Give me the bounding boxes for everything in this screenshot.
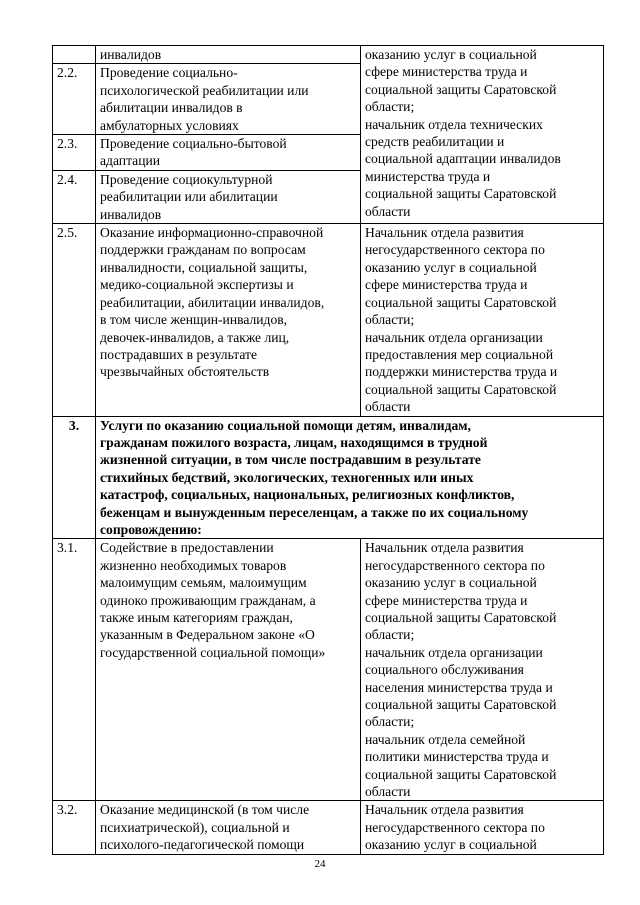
cell-line: Услуги по оказанию социальной помощи детям, инвалидам,	[100, 417, 471, 433]
cell-line: также иным категориям граждан,	[100, 610, 293, 625]
row-number: 2.2.	[53, 64, 96, 135]
row-number: 3.1.	[53, 539, 96, 801]
cell-line: социальной адаптации инвалидов	[365, 151, 561, 167]
cell-line: Проведение социально-бытовой	[100, 136, 287, 152]
table-row	[53, 46, 604, 64]
cell-line: девочек-инвалидов, а также лиц,	[100, 329, 290, 345]
cell-line: инвалидов	[100, 206, 162, 222]
cell-line: жизненно необходимых товаров	[100, 557, 287, 573]
cell-line: политики министерства труда и	[365, 749, 549, 765]
cell-line: Начальник отдела развития	[365, 802, 524, 818]
responsible-cell	[361, 46, 604, 224]
cell-line: области;	[365, 312, 415, 328]
cell-line: министерства труда и	[365, 168, 491, 184]
cell-line: социальной защиты Саратовской	[365, 697, 557, 713]
cell-line: пострадавших в результате	[100, 346, 258, 362]
service-cell	[96, 224, 361, 416]
cell-line: области	[365, 203, 411, 219]
responsible-cell	[361, 801, 604, 854]
cell-line: психолого-педагогической помощи	[100, 837, 305, 853]
cell-line: поддержки министерства труда и	[365, 364, 558, 380]
cell-line: чрезвычайных обстоятельств	[100, 364, 270, 380]
cell-line: Начальник отдела развития	[365, 225, 524, 241]
row-number	[53, 46, 96, 64]
service-cell	[96, 135, 361, 171]
cell-line: начальник отдела организации	[365, 644, 543, 660]
cell-line: реабилитации или абилитации	[100, 189, 278, 205]
cell-line: гражданам пожилого возраста, лицам, находящимся в трудной	[100, 434, 488, 450]
cell-line: сфере министерства труда и	[365, 277, 528, 293]
cell-line: инвалидности, социальной защиты,	[100, 259, 308, 275]
cell-line: психологической реабилитации или	[100, 82, 309, 98]
responsible-cell	[361, 224, 604, 416]
cell-line: государственной социальной помощи»	[100, 644, 326, 660]
table-row	[53, 539, 604, 801]
cell-line: Содействие в предоставлении	[100, 540, 274, 556]
cell-line: негосударственного сектора по	[365, 557, 545, 573]
cell-line: психиатрической), социальной и	[100, 819, 290, 835]
cell-line: социальной защиты Саратовской	[365, 381, 557, 397]
cell-line: социальной защиты Саратовской	[365, 610, 557, 625]
table-row	[53, 224, 604, 416]
cell-line: социальной защиты Саратовской	[365, 766, 557, 782]
service-cell	[96, 801, 361, 854]
cell-line: одиноко проживающим гражданам, а	[100, 592, 316, 608]
cell-line: сопровождению:	[100, 521, 202, 537]
cell-line: поддержки гражданам по вопросам	[100, 242, 306, 258]
section-heading	[96, 416, 604, 539]
cell-line: социальной защиты Саратовской	[365, 81, 557, 97]
cell-line: в том числе женщин-инвалидов,	[100, 312, 288, 328]
service-cell	[96, 170, 361, 223]
cell-line: Оказание информационно-справочной	[100, 225, 324, 241]
cell-line: области;	[365, 99, 415, 115]
cell-line: амбулаторных условиях	[100, 117, 239, 133]
cell-line: Проведение социокультурной	[100, 171, 273, 187]
cell-line: абилитации инвалидов в	[100, 100, 243, 116]
cell-line: средств реабилитации и	[365, 134, 505, 150]
cell-line: указанным в Федеральном законе «О	[100, 627, 315, 643]
cell-line: реабилитации, абилитации инвалидов,	[100, 294, 325, 310]
cell-line: области	[365, 399, 411, 415]
cell-line: жизненной ситуации, в том числе пострадавшим в результате	[100, 452, 481, 468]
section-number: 3.	[53, 416, 96, 539]
cell-line: оказанию услуг в социальной	[365, 259, 537, 275]
cell-line: начальник отдела семейной	[365, 731, 526, 747]
cell-line: оказанию услуг в социальной	[365, 575, 537, 591]
cell-line: беженцам и вынужденным переселенцам, а также по их социальному	[100, 504, 529, 520]
responsible-cell	[361, 539, 604, 801]
section-row	[53, 416, 604, 539]
cell-line: социального обслуживания	[365, 662, 524, 678]
cell-line: предоставления мер социальной	[365, 346, 554, 362]
row-number: 2.5.	[53, 224, 96, 416]
cell-line: негосударственного сектора по	[365, 819, 545, 835]
cell-line: медико-социальной экспертизы и	[100, 277, 294, 293]
services-table	[52, 45, 604, 855]
cell-line: области;	[365, 714, 415, 730]
cell-line: сфере министерства труда и	[365, 64, 528, 80]
cell-line: Начальник отдела развития	[365, 540, 524, 556]
cell-line: сфере министерства труда и	[365, 592, 528, 608]
table-row	[53, 801, 604, 854]
cell-line: негосударственного сектора по	[365, 242, 545, 258]
cell-line: области;	[365, 627, 415, 643]
cell-line: инвалидов	[100, 47, 162, 62]
cell-line: Оказание медицинской (в том числе	[100, 802, 310, 818]
row-number: 2.4.	[53, 170, 96, 223]
row-number: 3.2.	[53, 801, 96, 854]
cell-line: оказанию услуг в социальной	[365, 47, 537, 62]
service-cell	[96, 64, 361, 135]
cell-line: населения министерства труда и	[365, 679, 553, 695]
cell-line: оказанию услуг в социальной	[365, 837, 537, 853]
service-cell	[96, 539, 361, 801]
row-number: 2.3.	[53, 135, 96, 171]
cell-line: социальной защиты Саратовской	[365, 294, 557, 310]
cell-line: социальной защиты Саратовской	[365, 186, 557, 202]
cell-line: адаптации	[100, 153, 161, 169]
cell-line: начальник отдела технических	[365, 116, 543, 132]
cell-line: начальник отдела организации	[365, 329, 543, 345]
cell-line: малоимущим семьям, малоимущим	[100, 575, 307, 591]
service-cell	[96, 46, 361, 64]
page-number: 24	[314, 858, 326, 870]
cell-line: области	[365, 784, 411, 800]
cell-line: стихийных бедствий, экологических, техногенных или иных	[100, 469, 474, 485]
cell-line: катастроф, социальных, национальных, религиозных конфликтов,	[100, 487, 515, 503]
cell-line: Проведение социально-	[100, 65, 238, 81]
